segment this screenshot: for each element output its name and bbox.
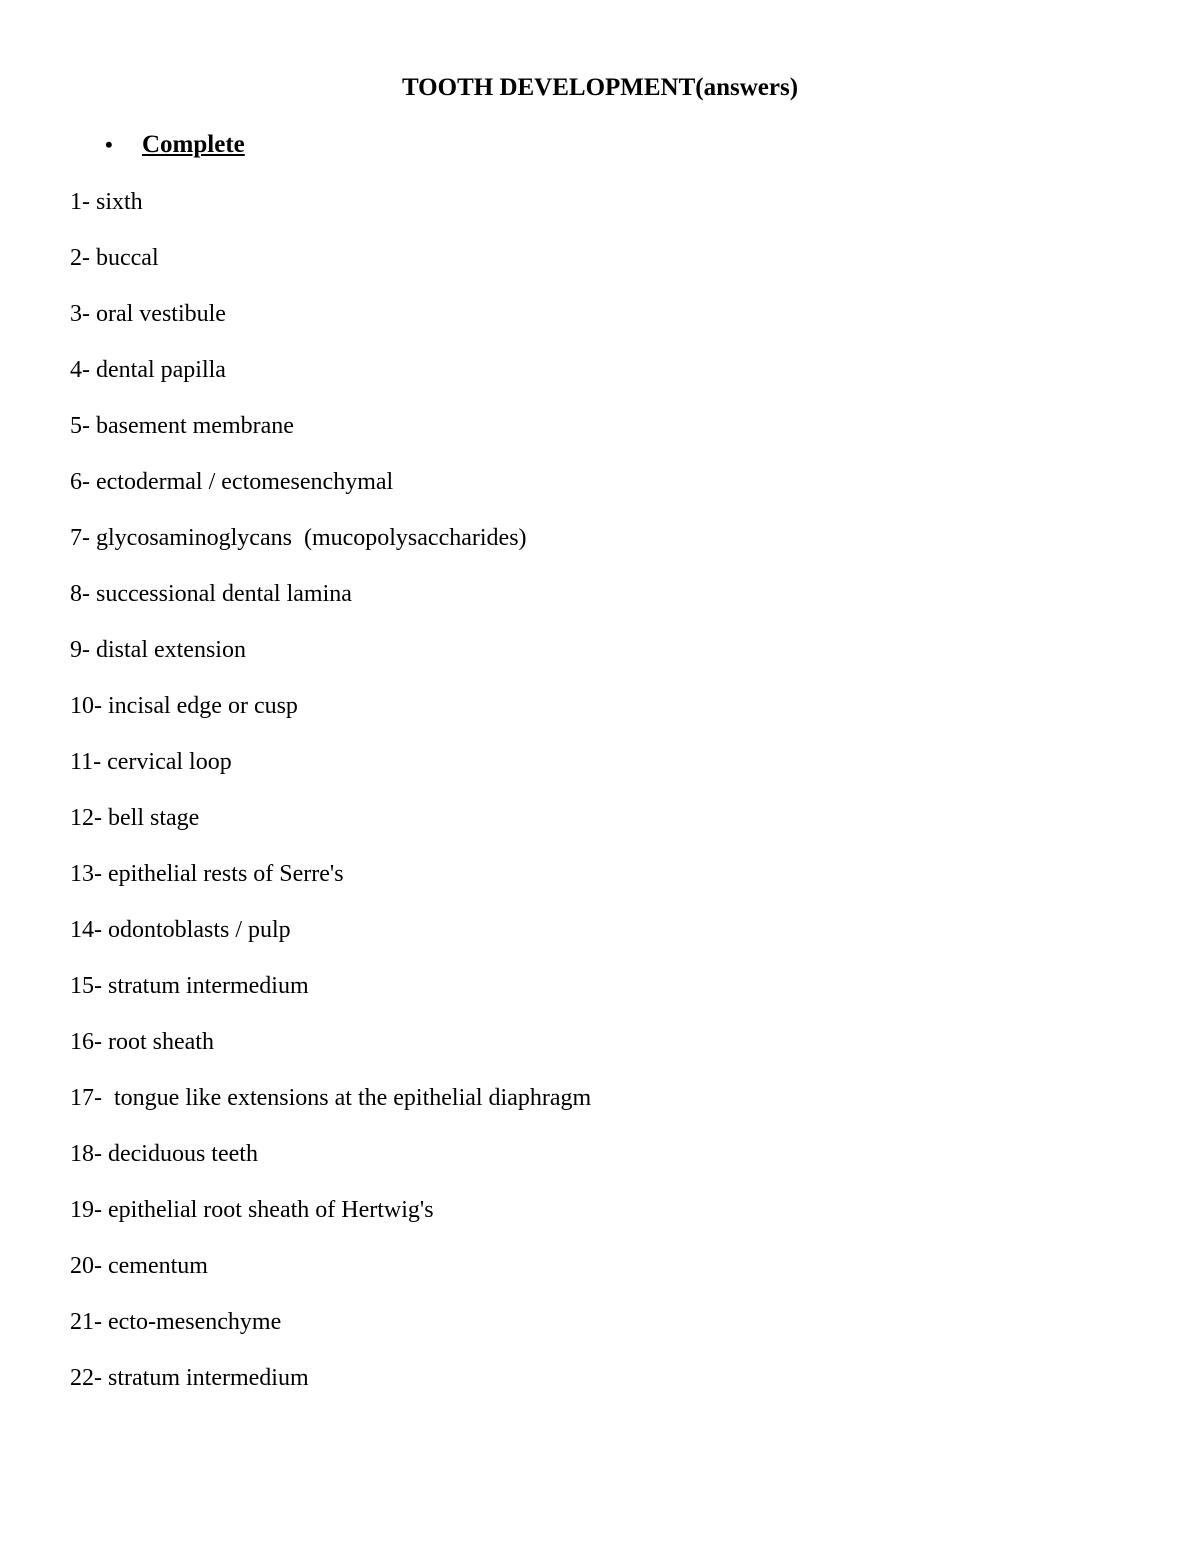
section-heading <box>105 128 245 162</box>
answer-item: 9- distal extension <box>70 637 246 663</box>
answer-item: 3- oral vestibule <box>70 301 226 327</box>
answer-item: 21- ecto-mesenchyme <box>70 1309 282 1335</box>
answer-item: 4- dental papilla <box>70 357 226 383</box>
answer-item: 18- deciduous teeth <box>70 1141 258 1167</box>
answer-item: 6- ectodermal / ectomesenchymal <box>70 469 394 495</box>
answer-item: 8- successional dental lamina <box>70 581 352 607</box>
answer-item: 13- epithelial rests of Serre's <box>70 861 344 887</box>
answer-item: 2- buccal <box>70 245 159 271</box>
answer-item: 1- sixth <box>70 189 143 215</box>
bullet-icon: • <box>105 132 113 157</box>
answer-item: 11- cervical loop <box>70 749 232 775</box>
answer-item: 17- tongue like extensions at the epithelial diaphragm <box>70 1085 592 1111</box>
answer-list <box>70 185 591 1417</box>
answer-item: 19- epithelial root sheath of Hertwig's <box>70 1197 434 1223</box>
document-title: TOOTH DEVELOPMENT(answers) <box>401 74 799 101</box>
answer-item: 5- basement membrane <box>70 413 294 439</box>
answer-item: 14- odontoblasts / pulp <box>70 917 291 943</box>
answer-item: 10- incisal edge or cusp <box>70 693 298 719</box>
answer-item: 15- stratum intermedium <box>70 973 309 999</box>
answer-item: 16- root sheath <box>70 1029 214 1055</box>
answer-item: 22- stratum intermedium <box>70 1365 309 1391</box>
section-heading-label: Complete <box>142 131 245 158</box>
answer-item: 12- bell stage <box>70 805 200 831</box>
answer-item: 7- glycosaminoglycans (mucopolysaccharides) <box>70 525 527 551</box>
answer-item: 20- cementum <box>70 1253 208 1279</box>
